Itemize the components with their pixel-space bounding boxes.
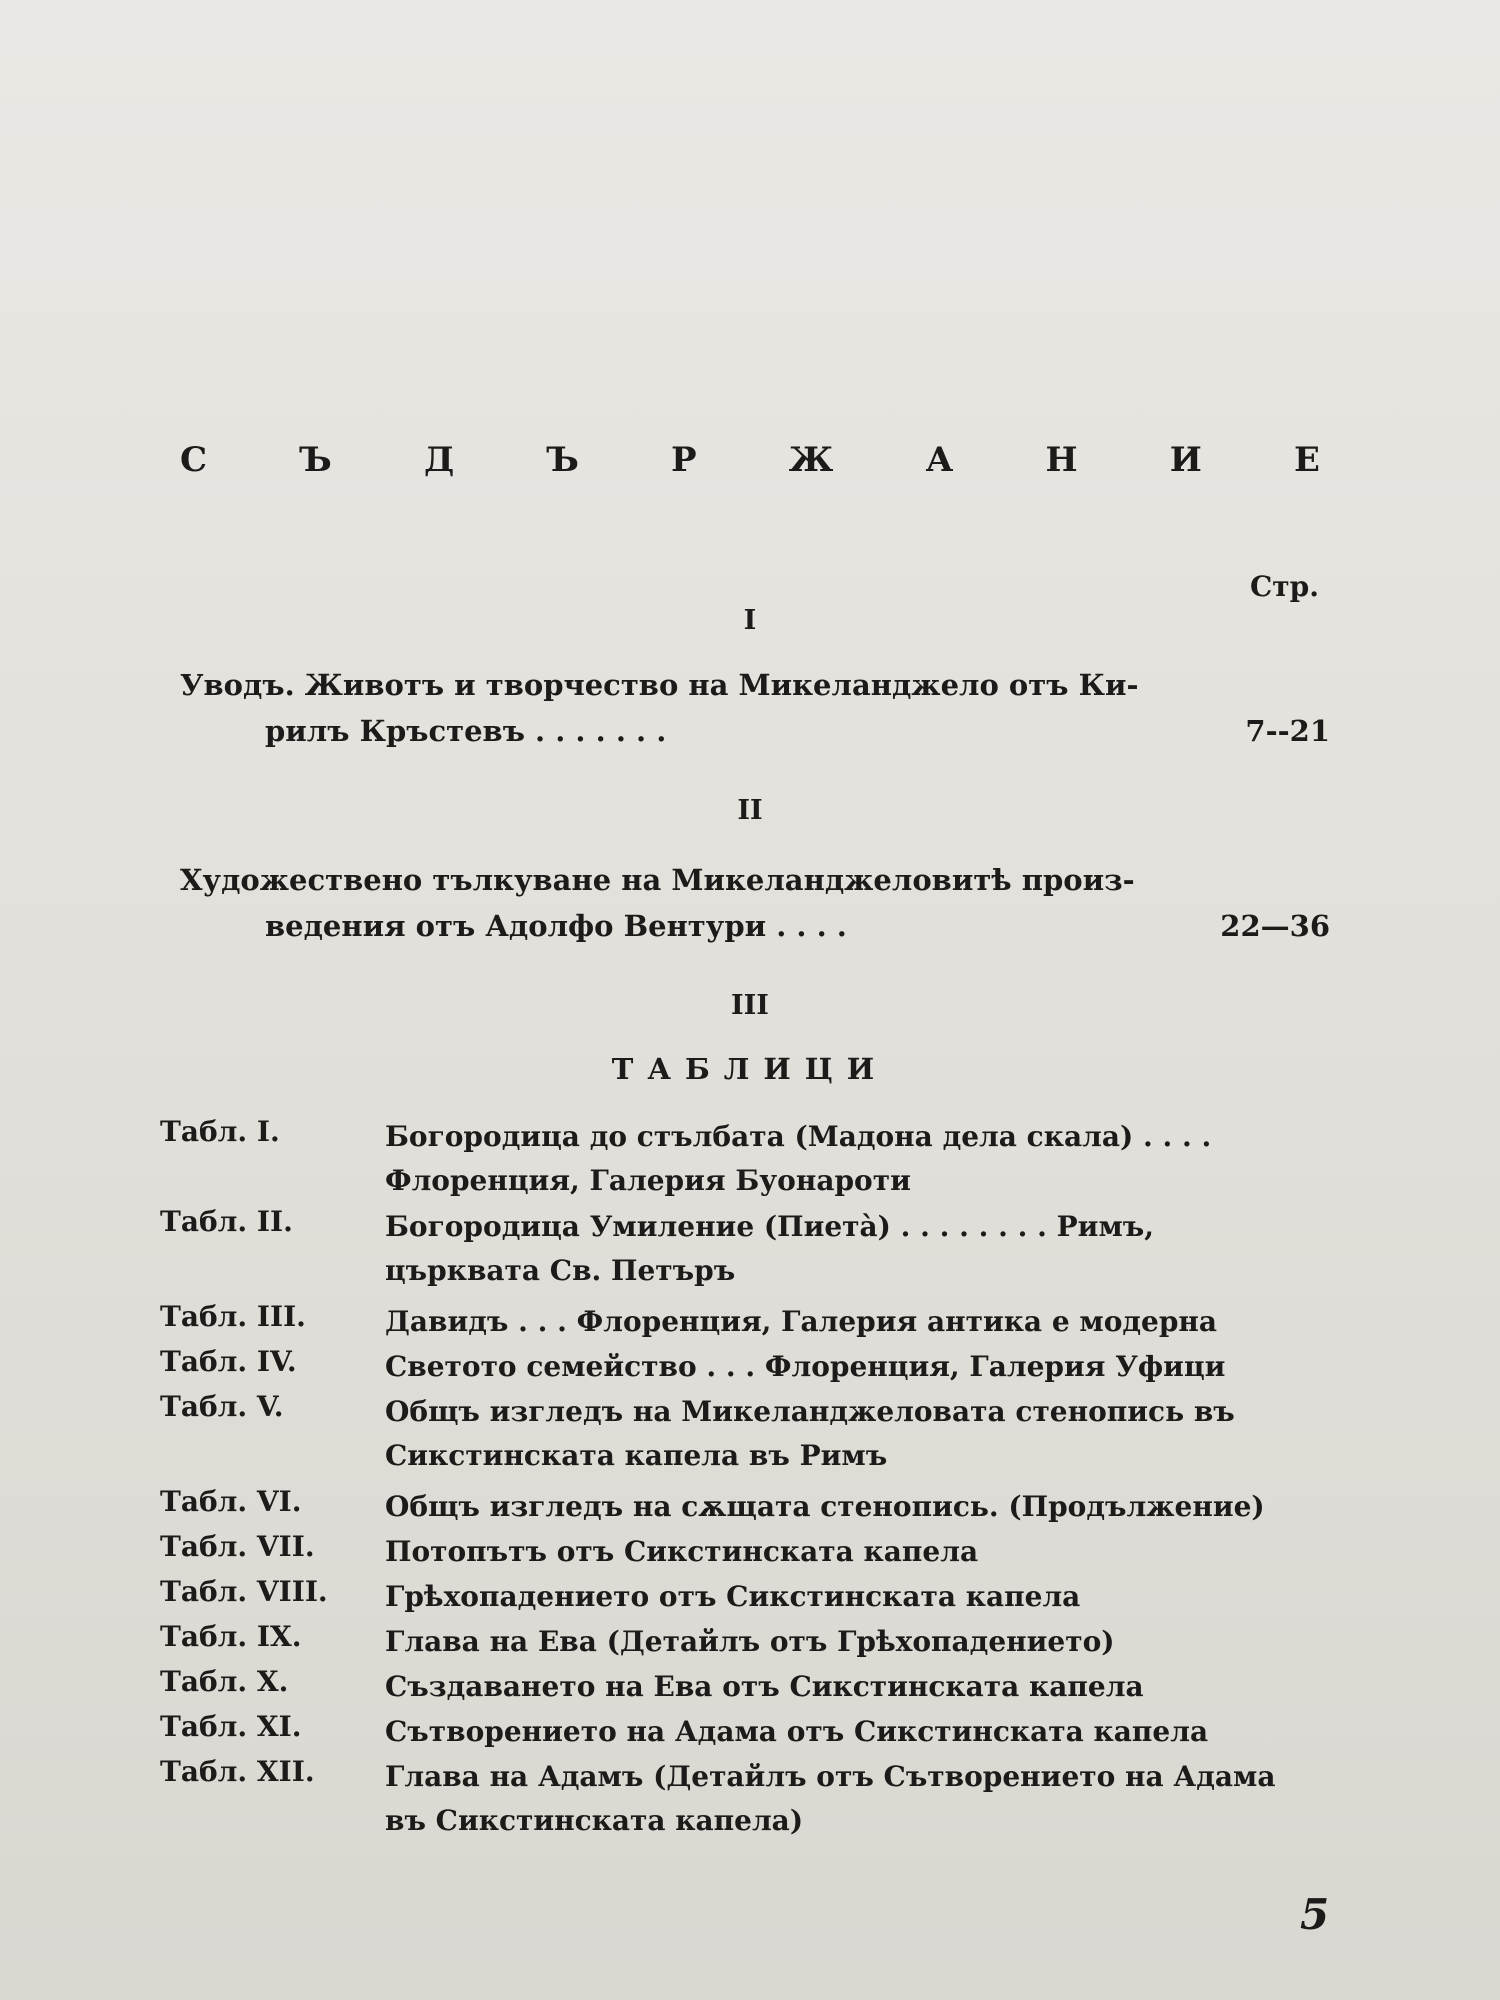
toc-page-range: 7--21 <box>1245 714 1330 748</box>
toc-entry-line: Художествено тълкуване на Микеланджеловитѣ произ- <box>180 863 1135 897</box>
contents-title: С Ъ Д Ъ Р Ж А Н И Е <box>180 440 1320 480</box>
plate-entry: Табл. X. Създаването на Ева отъ Сикстинската капела <box>160 1665 1144 1703</box>
plate-entry: Табл. IX. Глава на Ева (Детайлъ отъ Грѣхопадението) <box>160 1620 1115 1658</box>
plate-entry: Табл. III. Давидъ . . . Флоренция, Галерия антика е модерна <box>160 1300 1218 1338</box>
toc-entry-line: Уводъ. Животъ и творчество на Микеланджело отъ Ки- <box>180 668 1139 702</box>
toc-entry-intro <box>180 662 1330 754</box>
plate-entry: Табл. II. Богородица Умиление (Пиета̀) . . . . . . . . Римъ, църквата Св. Петъръ <box>160 1205 1154 1287</box>
section-numeral-1: I <box>743 605 757 636</box>
plate-entry: Табл. XI. Сътворението на Адама отъ Сикстинската капела <box>160 1710 1209 1748</box>
plate-label: Табл. VII. <box>160 1530 315 1563</box>
section-numeral-3: III <box>731 990 769 1021</box>
plate-label: Табл. IV. <box>160 1345 297 1378</box>
plate-label: Табл. III. <box>160 1300 306 1333</box>
plate-label: Табл. X. <box>160 1665 289 1698</box>
plate-label: Табл. V. <box>160 1390 284 1423</box>
toc-entry-interpretation <box>180 857 1330 949</box>
toc-entry-line: ведения отъ Адолфо Вентури . . . . 22—36 <box>180 903 1330 949</box>
plate-label: Табл. II. <box>160 1205 293 1238</box>
plate-entry: Табл. XII. Глава на Адамъ (Детайлъ отъ Сътворението на Адама въ Сикстинската капела) <box>160 1755 1276 1837</box>
plate-label: Табл. IX. <box>160 1620 302 1653</box>
plate-entry: Табл. V. Общъ изгледъ на Микеланджеловата стенопись въ Сикстинската капела въ Римъ <box>160 1390 1235 1472</box>
plate-entry: Табл. IV. Светото семейство . . . Флоренция, Галерия Уфици <box>160 1345 1226 1383</box>
plate-entry: Табл. VIII. Грѣхопадението отъ Сикстинската капела <box>160 1575 1081 1613</box>
plate-label: Табл. I. <box>160 1115 280 1148</box>
page-column-label: Стр. <box>1250 570 1319 603</box>
plate-entry: Табл. VII. Потопътъ отъ Сикстинската капела <box>160 1530 979 1568</box>
toc-page-range: 22—36 <box>1220 909 1330 943</box>
plate-label: Табл. VIII. <box>160 1575 328 1608</box>
plate-label: Табл. XI. <box>160 1710 302 1743</box>
plate-entry: Табл. VI. Общъ изгледъ на сѫщата стенопись. (Продължение) <box>160 1485 1265 1523</box>
tables-heading: ТАБЛИЦИ <box>611 1052 889 1086</box>
plate-label: Табл. XII. <box>160 1755 315 1788</box>
page-number: 5 <box>1300 1890 1330 1939</box>
plate-label: Табл. VI. <box>160 1485 302 1518</box>
toc-entry-line: рилъ Кръстевъ . . . . . . . 7--21 <box>180 708 1330 754</box>
section-numeral-2: II <box>737 795 763 826</box>
plate-entry: Табл. I. Богородица до стълбата (Мадона дела скала) . . . . Флоренция, Галерия Буонароти <box>160 1115 1212 1197</box>
